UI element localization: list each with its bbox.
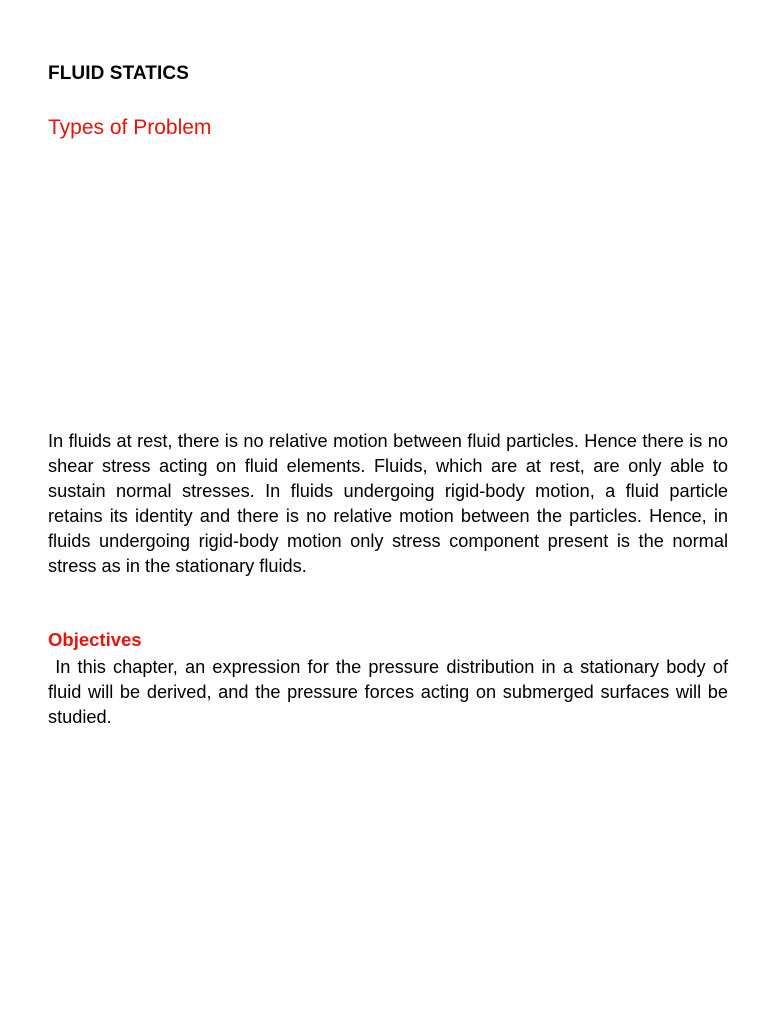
- objectives-paragraph: In this chapter, an expression for the pressure distribution in a stationary body of fluid will be derived, and the pressure forces acting on submerged surfaces will be studied.: [48, 657, 734, 727]
- section-subtitle: Types of Problem: [48, 116, 212, 139]
- objectives-heading: Objectives: [48, 629, 142, 650]
- intro-paragraph: In fluids at rest, there is no relative motion between fluid particles. Hence there is no shear stress acting on fluid elements. Fluids, which are at rest, are only able to sustain normal stresses. In fluids undergoing rigid-body motion, a fluid particle retains its identity and there is no relative motion between the particles. Hence, in fluids undergoing rigid-body motion only stress component present is the normal stress as in the stationary fluids.: [48, 431, 728, 576]
- page-title: FLUID STATICS: [48, 63, 189, 84]
